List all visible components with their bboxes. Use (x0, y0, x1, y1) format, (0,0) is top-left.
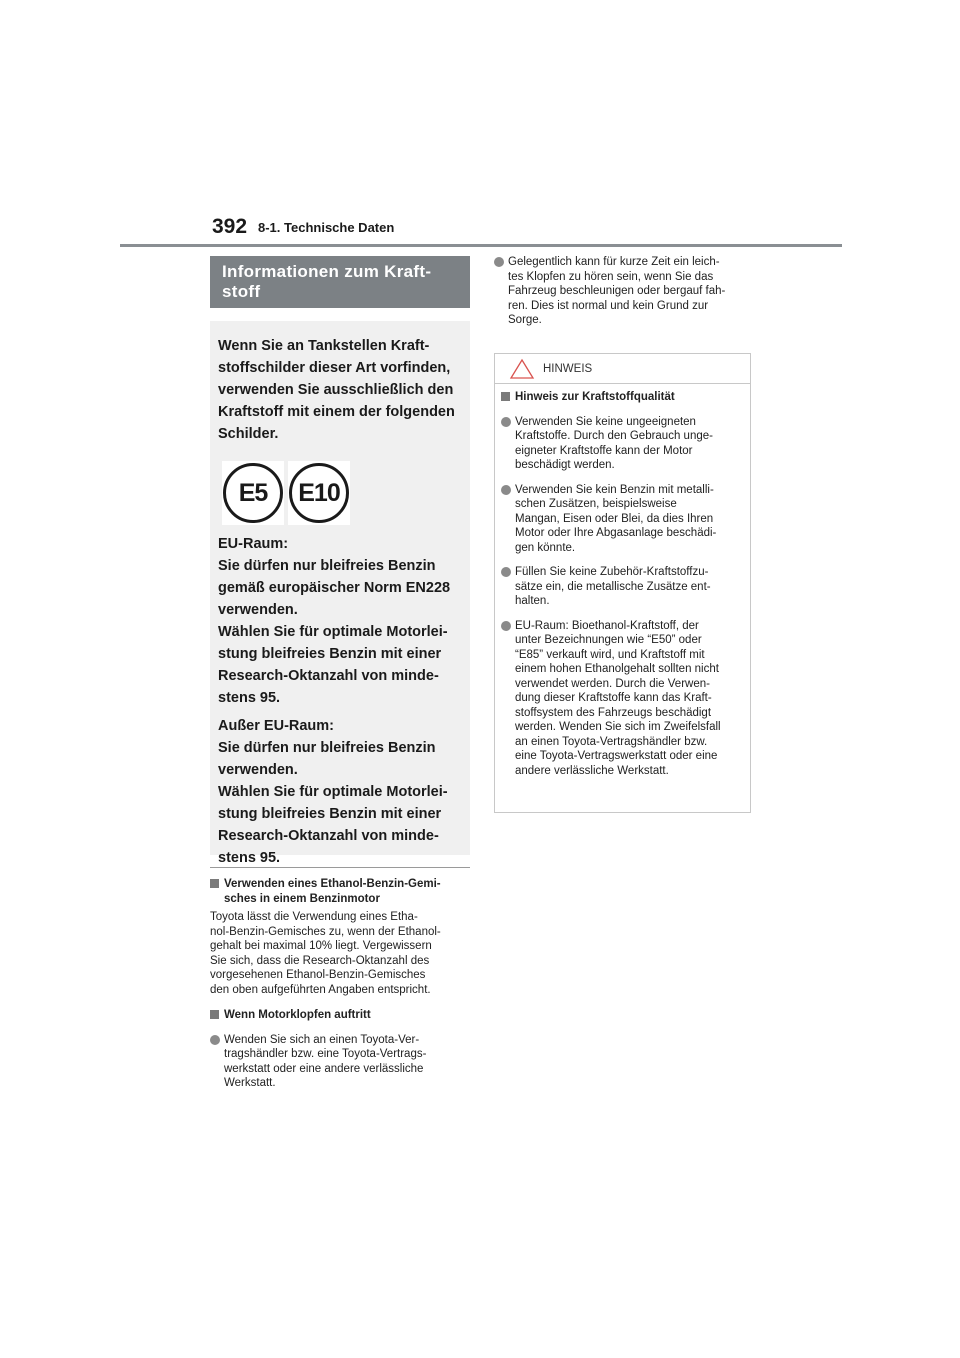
text-line: nol-Benzin-Gemisches zu, wenn der Ethanol- (210, 925, 441, 938)
page-number: 392 (212, 215, 248, 238)
text-line: Außer EU-Raum: (218, 718, 335, 734)
notice-box (494, 353, 751, 813)
text-line: stens 95. (218, 850, 281, 866)
text-line: EU-Raum: Bioethanol-Kraftstoff, der (515, 619, 699, 632)
text-line: gemäß europäischer Norm EN228 (218, 580, 451, 596)
text-line: Hinweis zur Kraftstoffqualität (515, 391, 675, 403)
text-line: tragshändler bzw. eine Toyota-Vertrags- (224, 1048, 427, 1060)
section-title-line: stoff (222, 282, 261, 301)
fuel-signs (222, 461, 462, 525)
text-line: den oben aufgeführten Angaben entspricht. (210, 983, 431, 996)
text-line: verwenden Sie ausschließlich den (218, 382, 454, 398)
text-line: EU-Raum: (218, 536, 289, 552)
section-title (210, 256, 470, 308)
text-line: einem hohen Ethanolgehalt sollten nicht (515, 663, 719, 675)
fuel-intro (218, 335, 462, 445)
text-line: dung dieser Kraftstoffe kann das Kraft- (515, 692, 712, 704)
warning-triangle-icon (509, 358, 535, 380)
text-line: schen Zusätzen, beispielsweise (515, 498, 677, 510)
eu-block (218, 533, 462, 709)
text-line: Verwenden eines Ethanol-Benzin-Gemi- (224, 878, 441, 890)
text-line: beschädigt werden. (515, 459, 615, 471)
text-line: Sie sich, dass die Research-Oktanzahl des (210, 954, 430, 967)
text-line: Füllen Sie keine Zubehör-Kraftstoffzu- (515, 566, 709, 578)
notice-label: HINWEIS (543, 363, 593, 375)
text-line: Gelegentlich kann für kurze Zeit ein leich- (508, 256, 720, 268)
circle-bullet-icon (210, 1035, 220, 1045)
notice-item (501, 415, 744, 473)
text-line: Wenn Sie an Tankstellen Kraft- (218, 338, 430, 354)
text-line: tes Klopfen zu hören sein, wenn Sie das (508, 270, 714, 283)
fuel-sign-e5 (222, 461, 284, 525)
text-line: ren. Dies ist normal und kein Grund zur (508, 299, 709, 312)
notice-item (501, 565, 744, 609)
notice-heading (501, 390, 744, 405)
text-line: halten. (515, 595, 550, 607)
text-line: Sie dürfen nur bleifreies Benzin (218, 558, 436, 574)
chapter-title: 8-1. Technische Daten (258, 220, 395, 235)
square-bullet-icon (210, 1010, 219, 1019)
text-line: Verwenden Sie keine ungeeigneten (515, 415, 696, 428)
text-line: eigneter Kraftstoffe kann der Motor (515, 444, 693, 457)
text-line: Werkstatt. (224, 1077, 276, 1089)
non-eu-block (218, 715, 462, 869)
ethanol-heading (210, 877, 472, 906)
text-line: Research-Oktanzahl von minde- (218, 828, 439, 844)
knock-note-bullet (494, 255, 756, 328)
text-line: “E85” verkauft wird, und Kraftstoff mit (515, 648, 705, 661)
text-line: sätze ein, die metallische Zusätze ent- (515, 580, 711, 593)
text-line: gehalt bei maximal 10% liegt. Vergewissern (210, 940, 432, 952)
text-line: vorgesehenen Ethanol-Benzin-Gemisches (210, 969, 426, 981)
text-line: Research-Oktanzahl von minde- (218, 668, 439, 684)
text-line: Motor oder Ihre Abgasanlage beschädi- (515, 527, 717, 539)
text-line: eine Toyota-Vertragswerkstatt oder eine (515, 750, 718, 762)
text-line: verwenden. (218, 602, 298, 618)
text-line: stung bleifreies Benzin mit einer (218, 646, 442, 662)
fuel-info-box (210, 321, 470, 866)
text-line: andere verlässliche Werkstatt. (515, 764, 669, 777)
text-line: Kraftstoffe. Durch den Gebrauch unge- (515, 430, 713, 442)
text-line: Verwenden Sie kein Benzin mit metalli- (515, 483, 714, 496)
text-line: sches in einem Benzinmotor (224, 892, 380, 905)
fuel-sign-e10 (288, 461, 350, 525)
text-line: werden. Wenden Sie sich im Zweifelsfall (515, 721, 721, 733)
notice-item (501, 619, 744, 779)
knock-bullet (210, 1033, 472, 1091)
text-line: verwenden. (218, 762, 298, 778)
text-line: Kraftstoff mit einem der folgenden (218, 404, 455, 420)
text-line: unter Bezeichnungen wie “E50” oder (515, 634, 702, 646)
square-bullet-icon (501, 392, 510, 401)
circle-bullet-icon (494, 257, 504, 267)
notice-item (501, 483, 744, 556)
text-line: Wenn Motorklopfen auftritt (224, 1009, 371, 1021)
text-line: stens 95. (218, 690, 281, 706)
text-line: Schilder. (218, 426, 279, 442)
notice-header (495, 354, 750, 384)
circle-bullet-icon (501, 417, 511, 427)
text-line: Toyota lässt die Verwendung eines Etha- (210, 911, 418, 923)
text-line: Wählen Sie für optimale Motorlei- (218, 784, 448, 800)
text-line: an einen Toyota-Vertragshändler bzw. (515, 735, 708, 748)
left-body-text (210, 877, 472, 1091)
text-line: Mangan, Eisen oder Blei, da dies Ihren (515, 512, 714, 525)
text-line: gen könnte. (515, 541, 576, 554)
circle-bullet-icon (501, 485, 511, 495)
text-line: Wenden Sie sich an einen Toyota-Ver- (224, 1033, 420, 1046)
text-line: stoffsystem des Fahrzeugs beschädigt (515, 706, 712, 719)
ethanol-paragraph (210, 910, 472, 997)
text-line: Sorge. (508, 314, 542, 326)
square-bullet-icon (210, 879, 219, 888)
header-rule (120, 244, 842, 247)
text-line: werkstatt oder eine andere verlässliche (224, 1062, 424, 1075)
text-line: stoffschilder dieser Art vorfinden, (218, 360, 451, 376)
section-divider (210, 867, 470, 868)
text-line: stung bleifreies Benzin mit einer (218, 806, 442, 822)
notice-body (495, 384, 750, 778)
text-line: Fahrzeug beschleunigen oder bergauf fah- (508, 285, 726, 297)
knock-heading (210, 1008, 472, 1023)
right-top-text (494, 255, 756, 328)
fuel-sign-label: E10 (289, 463, 349, 523)
text-line: Wählen Sie für optimale Motorlei- (218, 624, 448, 640)
section-title-line: Informationen zum Kraft- (222, 262, 432, 281)
circle-bullet-icon (501, 567, 511, 577)
text-line: Sie dürfen nur bleifreies Benzin (218, 740, 436, 756)
text-line: verwendet werden. Durch die Verwen- (515, 677, 710, 690)
fuel-sign-label: E5 (223, 463, 283, 523)
circle-bullet-icon (501, 621, 511, 631)
